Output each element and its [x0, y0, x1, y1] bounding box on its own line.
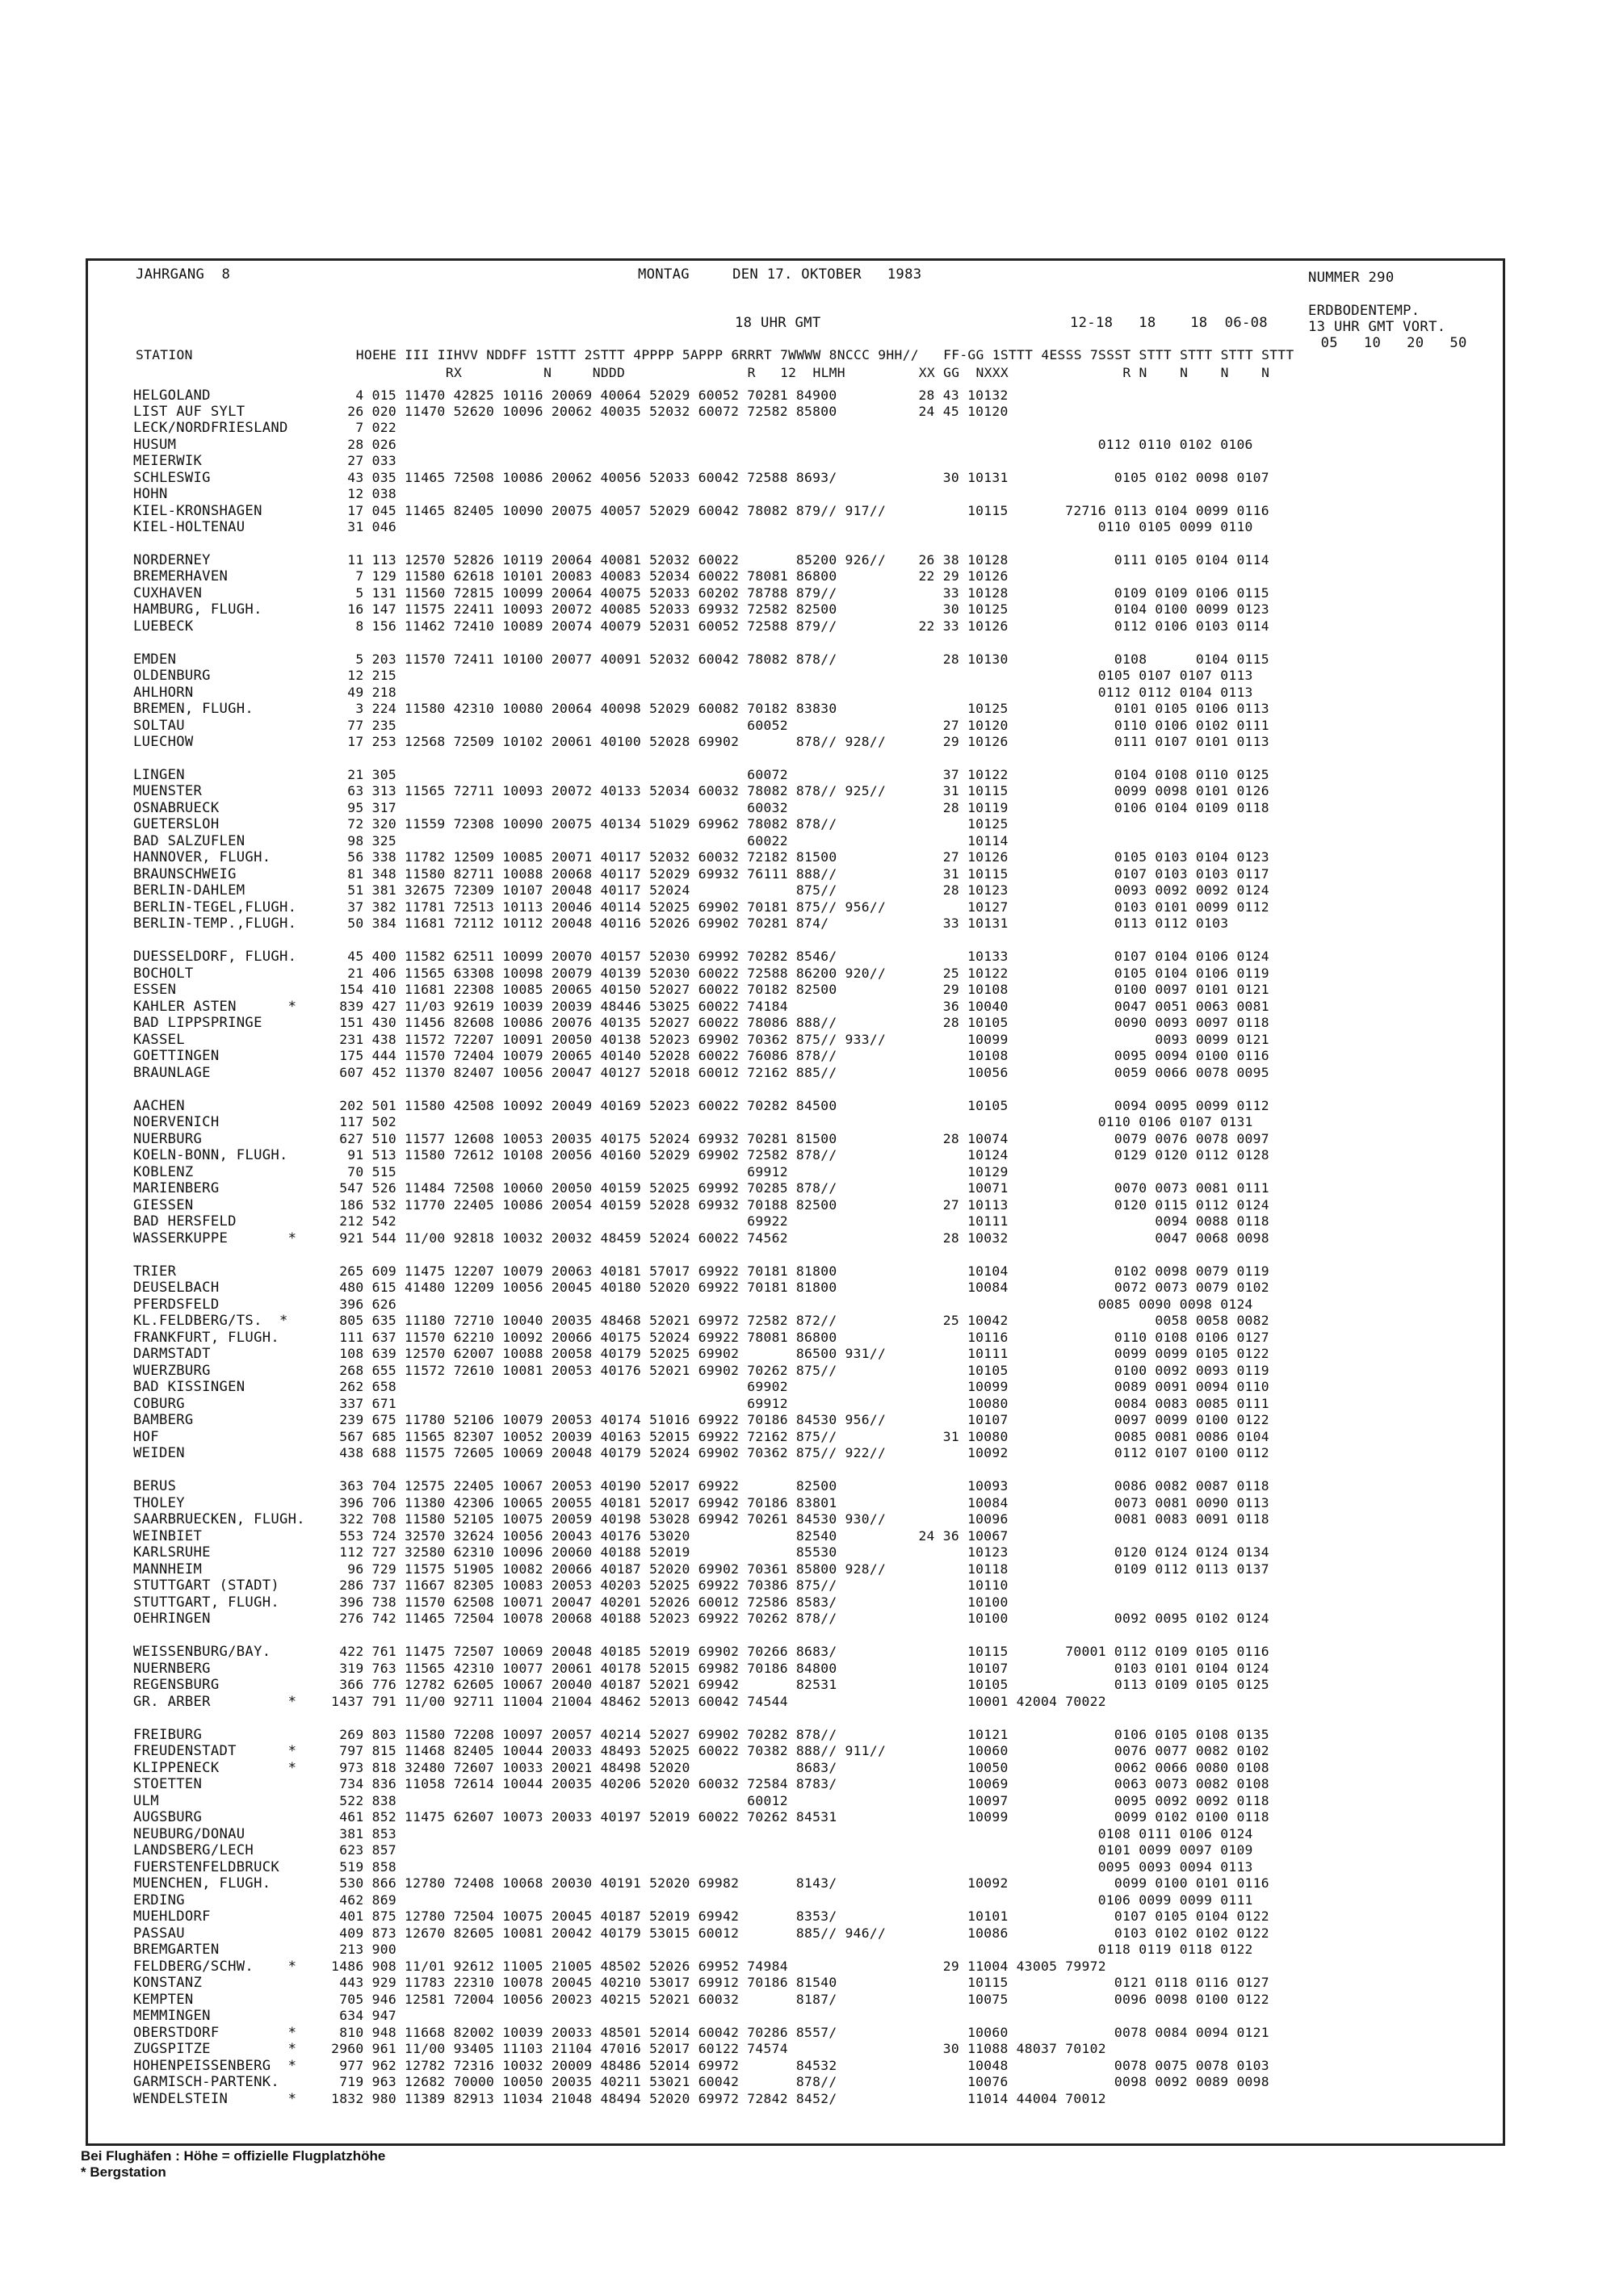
station-name: KEMPTEN	[133, 1992, 194, 2008]
station-name: BRAUNSCHWEIG	[133, 866, 237, 882]
station-name: BERLIN-TEGEL,FLUGH.	[133, 899, 297, 915]
station-name: FRANKFURT, FLUGH.	[133, 1330, 280, 1346]
station-name: COBURG	[133, 1396, 185, 1412]
station-name: BAD SALZUFLEN	[133, 833, 245, 849]
station-name: FELDBERG/SCHW. *	[133, 1959, 297, 1975]
station-values: 70 515 69912 10129	[323, 1164, 1009, 1179]
footnote-airports: Bei Flughäfen : Höhe = offizielle Flugplatzhöhe	[81, 2148, 386, 2164]
station-values: 461 852 11475 62607 10073 20033 40197 52019 60022 70262 84531 10099 0099 0102 0100 0118	[323, 1809, 1269, 1825]
station-values: 1437 791 11/00 92711 11004 21004 48462 52013 60042 74544 10001 42004 70022	[323, 1694, 1106, 1709]
station-values: 269 803 11580 72208 10097 20057 40214 52027 69902 70282 878// 10121 0106 0105 0108 0135	[323, 1727, 1269, 1742]
station-name: BREMEN, FLUGH.	[133, 701, 254, 717]
station-name: KASSEL	[133, 1032, 185, 1048]
station-name: WENDELSTEIN *	[133, 2091, 297, 2107]
station-values: 8 156 11462 72410 10089 20074 40079 52031 60052 72588 879// 22 33 10126 0112 0106 0103 0114	[323, 618, 1269, 634]
station-name: MEIERWIK	[133, 453, 203, 469]
station-name: FREUDENSTADT *	[133, 1743, 297, 1759]
station-values: 443 929 11783 22310 10078 20045 40210 53017 69912 70186 81540 10115 0121 0118 0116 0127	[323, 1975, 1269, 1990]
station-values: 81 348 11580 82711 10088 20068 40117 52029 69932 76111 888// 31 10115 0107 0103 0103 0117	[323, 866, 1269, 882]
station-name: LECK/NORDFRIESLAND	[133, 420, 288, 436]
station-name: DUESSELDORF, FLUGH.	[133, 949, 297, 965]
station-name: ERDING	[133, 1892, 185, 1908]
station-name: MARIENBERG	[133, 1180, 220, 1196]
station-name: HAMBURG, FLUGH.	[133, 601, 262, 618]
station-values: 17 045 11465 82405 10090 20075 40057 52029 60042 78082 879// 917// 10115 72716 0113 0104 0099 0116	[323, 503, 1269, 518]
station-name: BOCHOLT	[133, 966, 194, 982]
station-values: 56 338 11782 12509 10085 20071 40117 52032 60032 72182 81500 27 10126 0105 0103 0104 0123	[323, 849, 1269, 865]
station-name: SCHLESWIG	[133, 470, 211, 486]
footnote-mountain: * Bergstation	[81, 2164, 166, 2180]
station-values: 3 224 11580 42310 10080 20064 40098 52029 60082 70182 83830 10125 0101 0105 0106 0113	[323, 701, 1269, 716]
station-name: SAARBRUECKEN, FLUGH.	[133, 1511, 305, 1527]
station-values: 50 384 11681 72112 10112 20048 40116 52026 69902 70281 874/ 33 10131 0113 0112 0103	[323, 915, 1229, 931]
station-values: 7 022	[323, 420, 396, 435]
station-name: FREIBURG	[133, 1727, 203, 1743]
station-name: WUERZBURG	[133, 1363, 211, 1379]
station-values: 21 305 60072 37 10122 0104 0108 0110 0125	[323, 767, 1269, 782]
station-name: BAD LIPPSPRINGE	[133, 1015, 262, 1031]
station-values: 530 866 12780 72408 10068 20030 40191 52020 69982 8143/ 10092 0099 0100 0101 0116	[323, 1875, 1269, 1891]
station-name: HOHN	[133, 486, 168, 502]
station-name: NUERNBERG	[133, 1661, 211, 1677]
station-name: ULM	[133, 1793, 159, 1809]
station-name: LANDSBERG/LECH	[133, 1842, 254, 1858]
station-values: 363 704 12575 22405 10067 20053 40190 52017 69922 82500 10093 0086 0082 0087 0118	[323, 1478, 1269, 1494]
station-name: MEMMINGEN	[133, 2008, 211, 2024]
issue-number: NUMMER 290	[1308, 270, 1395, 286]
station-name: HANNOVER, FLUGH.	[133, 849, 271, 865]
station-name: REGENSBURG	[133, 1677, 220, 1693]
station-values: 396 738 11570 62508 10071 20047 40201 52026 60012 72586 8583/ 10100	[323, 1594, 1009, 1610]
station-values: 98 325 60022 10114	[323, 833, 1009, 848]
uhr13-heading: 13 UHR GMT VORT.	[1308, 319, 1446, 335]
station-values: 337 671 69912 10080 0084 0083 0085 0111	[323, 1396, 1269, 1411]
station-values: 112 727 32580 62310 10096 20060 40188 52019 85530 10123 0120 0124 0124 0134	[323, 1544, 1269, 1560]
station-name: MUENCHEN, FLUGH.	[133, 1875, 271, 1892]
station-values: 480 615 41480 12209 10056 20045 40180 52020 69922 70181 81800 10084 0072 0073 0079 0102	[323, 1280, 1269, 1295]
station-name: GOETTINGEN	[133, 1048, 220, 1064]
station-values: 810 948 11668 82002 10039 20033 48501 52014 60042 70286 8557/ 10060 0078 0084 0094 0121	[323, 2025, 1269, 2040]
erdboden-heading: ERDBODENTEMP.	[1308, 303, 1420, 319]
station-name: KAHLER ASTEN *	[133, 999, 297, 1015]
station-name: LUEBECK	[133, 618, 194, 635]
station-values: 175 444 11570 72404 10079 20065 40140 52028 60022 76086 878// 10108 0095 0094 0100 0116	[323, 1048, 1269, 1063]
column-headers-1: STATION HOEHE III IIHVV NDDFF 1STTT 2STTT 4PPPP 5APPP 6RRRT 7WWWW 8NCCC 9HH// FF-GG 1STTT 4ESSS 7SSST STTT STTT STTT STTT	[136, 347, 1294, 362]
station-values: 797 815 11468 82405 10044 20033 48493 52025 60022 70382 888// 911// 10060 0076 0077 0082 0102	[323, 1743, 1269, 1758]
station-name: EMDEN	[133, 652, 177, 668]
station-name: PASSAU	[133, 1925, 185, 1942]
station-values: 96 729 11575 51905 10082 20066 40187 52020 69902 70361 85800 928// 10118 0109 0112 0113 0137	[323, 1561, 1269, 1577]
station-name: MUENSTER	[133, 783, 203, 799]
station-values: 117 502 0110 0106 0107 0131	[323, 1114, 1253, 1129]
station-name: BAMBERG	[133, 1412, 194, 1428]
station-name: DARMSTADT	[133, 1346, 211, 1362]
station-name: KIEL-HOLTENAU	[133, 519, 245, 535]
column-headers-2: RX N NDDD R 12 HLMH XX GG NXXX R N N N N	[136, 365, 1270, 380]
station-values: 72 320 11559 72308 10090 20075 40134 51029 69962 78082 878// 10125	[323, 816, 1009, 832]
station-values: 381 853 0108 0111 0106 0124	[323, 1826, 1253, 1841]
station-values: 607 452 11370 82407 10056 20047 40127 52018 60012 72162 885// 10056 0059 0066 0078 0095	[323, 1065, 1269, 1080]
station-name: KARLSRUHE	[133, 1544, 211, 1561]
station-values: 239 675 11780 52106 10079 20053 40174 51016 69922 70186 84530 956// 10107 0097 0099 0100 0122	[323, 1412, 1269, 1427]
station-values: 396 706 11380 42306 10065 20055 40181 52017 69942 70186 83801 10084 0073 0081 0090 0113	[323, 1495, 1269, 1510]
station-name: STOETTEN	[133, 1776, 203, 1792]
station-name: GUETERSLOH	[133, 816, 220, 832]
station-values: 7 129 11580 62618 10101 20083 40083 52034 60022 78081 86800 22 29 10126	[323, 568, 1009, 584]
station-name: WASSERKUPPE *	[133, 1230, 297, 1246]
station-values: 438 688 11575 72605 10069 20048 40179 52024 69902 70362 875// 922// 10092 0112 0107 0100 0112	[323, 1445, 1269, 1460]
station-values: 977 962 12782 72316 10032 20009 48486 52014 69972 84532 10048 0078 0075 0078 0103	[323, 2058, 1269, 2073]
station-values: 91 513 11580 72612 10108 20056 40160 52029 69902 72582 878// 10124 0129 0120 0112 0128	[323, 1147, 1269, 1163]
station-name: OEHRINGEN	[133, 1611, 211, 1627]
station-name: OSNABRUECK	[133, 800, 220, 816]
station-name: KOELN-BONN, FLUGH.	[133, 1147, 288, 1163]
station-values: 366 776 12782 62605 10067 20040 40187 52021 69942 82531 10105 0113 0109 0105 0125	[323, 1677, 1269, 1692]
station-name: OBERSTDORF *	[133, 2025, 297, 2041]
station-values: 276 742 11465 72504 10078 20068 40188 52023 69922 70262 878// 10100 0092 0095 0102 0124	[323, 1611, 1269, 1626]
station-values: 5 131 11560 72815 10099 20064 40075 52033 60202 78788 879// 33 10128 0109 0109 0106 0115	[323, 585, 1269, 601]
station-values: 77 235 60052 27 10120 0110 0106 0102 0111	[323, 718, 1269, 733]
station-values: 734 836 11058 72614 10044 20035 40206 52020 60032 72584 8783/ 10069 0063 0073 0082 0108	[323, 1776, 1269, 1791]
station-name: THOLEY	[133, 1495, 185, 1511]
station-name: NOERVENICH	[133, 1114, 220, 1130]
station-name: BAD HERSFELD	[133, 1213, 237, 1230]
station-values: 519 858 0095 0093 0094 0113	[323, 1859, 1253, 1875]
station-values: 634 947	[323, 2008, 396, 2023]
station-values: 45 400 11582 62511 10099 20070 40157 52030 69992 70282 8546/ 10133 0107 0104 0106 0124	[323, 949, 1269, 964]
station-name: NORDERNEY	[133, 552, 211, 568]
station-name: GIESSEN	[133, 1197, 194, 1213]
station-values: 16 147 11575 22411 10093 20072 40085 52033 69932 72582 82500 30 10125 0104 0100 0099 0123	[323, 601, 1269, 617]
station-name: OLDENBURG	[133, 668, 211, 684]
station-name: AACHEN	[133, 1098, 185, 1114]
station-values: 154 410 11681 22308 10085 20065 40150 52027 60022 70182 82500 29 10108 0100 0097 0101 0121	[323, 982, 1269, 997]
station-name: HELGOLAND	[133, 388, 211, 404]
station-values: 12 038	[323, 486, 396, 501]
station-name: HUSUM	[133, 437, 177, 453]
station-name: WEIDEN	[133, 1445, 185, 1461]
station-values: 627 510 11577 12608 10053 20035 40175 52024 69932 70281 81500 28 10074 0079 0076 0078 0097	[323, 1131, 1269, 1146]
station-name: AHLHORN	[133, 685, 194, 701]
station-values: 322 708 11580 52105 10075 20059 40198 53028 69942 70261 84530 930// 10096 0081 0083 0091 0118	[323, 1511, 1269, 1527]
station-values: 11 113 12570 52826 10119 20064 40081 52032 60022 85200 926// 26 38 10128 0111 0105 0104 0114	[323, 552, 1269, 568]
station-name: FUERSTENFELDBRUCK	[133, 1859, 280, 1875]
station-values: 396 626 0085 0090 0098 0124	[323, 1297, 1253, 1312]
station-name: BREMERHAVEN	[133, 568, 229, 584]
station-values: 37 382 11781 72513 10113 20046 40114 52025 69902 70181 875// 956// 10127 0103 0101 0099 0112	[323, 899, 1269, 915]
station-values: 286 737 11667 82305 10083 20053 40203 52025 69922 70386 875// 10110	[323, 1577, 1009, 1593]
station-values: 567 685 11565 82307 10052 20039 40163 52015 69922 72162 875// 31 10080 0085 0081 0086 0104	[323, 1429, 1269, 1444]
station-values: 401 875 12780 72504 10075 20045 40187 52019 69942 8353/ 10101 0107 0105 0104 0122	[323, 1908, 1269, 1924]
station-name: BRAUNLAGE	[133, 1065, 211, 1081]
station-values: 553 724 32570 32624 10056 20043 40176 53020 82540 24 36 10067	[323, 1528, 1009, 1544]
station-values: 522 838 60012 10097 0095 0092 0092 0118	[323, 1793, 1269, 1808]
station-name: GARMISCH-PARTENK.	[133, 2074, 280, 2090]
station-name: NUERBURG	[133, 1131, 203, 1147]
station-name: KLIPPENECK *	[133, 1760, 297, 1776]
issue-date: MONTAG DEN 17. OKTOBER 1983	[638, 266, 922, 283]
station-values: 27 033	[323, 453, 396, 468]
station-values: 151 430 11456 82608 10086 20076 40135 52027 60022 78086 888// 28 10105 0090 0093 0097 0118	[323, 1015, 1269, 1030]
station-name: HOF	[133, 1429, 159, 1445]
station-name: LINGEN	[133, 767, 185, 783]
station-name: KONSTANZ	[133, 1975, 203, 1991]
station-values: 462 869 0106 0099 0099 0111	[323, 1892, 1253, 1908]
station-values: 95 317 60032 28 10119 0106 0104 0109 0118	[323, 800, 1269, 815]
station-values: 17 253 12568 72509 10102 20061 40100 52028 69902 878// 928// 29 10126 0111 0107 0101 0113	[323, 734, 1269, 749]
station-values: 186 532 11770 22405 10086 20054 40159 52028 69932 70188 82500 27 10113 0120 0115 0112 0124	[323, 1197, 1269, 1213]
station-name: MANNHEIM	[133, 1561, 203, 1577]
station-values: 973 818 32480 72607 10033 20021 48498 52020 8683/ 10050 0062 0066 0080 0108	[323, 1760, 1269, 1775]
station-values: 262 658 69902 10099 0089 0091 0094 0110	[323, 1379, 1269, 1394]
station-values: 1486 908 11/01 92612 11005 21005 48502 52026 69952 74984 29 11004 43005 79972	[323, 1959, 1106, 1974]
depth-heading: 05 10 20 50	[1312, 335, 1467, 351]
station-name: BERLIN-DAHLEM	[133, 882, 245, 899]
station-values: 719 963 12682 70000 10050 20035 40211 53021 60042 878// 10076 0098 0092 0089 0098	[323, 2074, 1269, 2089]
station-name: KIEL-KRONSHAGEN	[133, 503, 262, 519]
station-values: 26 020 11470 52620 10096 20062 40035 52032 60072 72582 85800 24 45 10120	[323, 404, 1009, 419]
station-name: SOLTAU	[133, 718, 185, 734]
station-values: 623 857 0101 0099 0097 0109	[323, 1842, 1253, 1858]
station-name: STUTTGART, FLUGH.	[133, 1594, 280, 1611]
station-values: 43 035 11465 72508 10086 20062 40056 52033 60042 72588 8693/ 30 10131 0105 0102 0098 0107	[323, 470, 1269, 485]
station-values: 51 381 32675 72309 10107 20048 40117 52024 875// 28 10123 0093 0092 0092 0124	[323, 882, 1269, 898]
station-values: 268 655 11572 72610 10081 20053 40176 52021 69902 70262 875// 10105 0100 0092 0093 0119	[323, 1363, 1269, 1378]
station-name: ZUGSPITZE *	[133, 2041, 297, 2057]
station-values: 705 946 12581 72004 10056 20023 40215 52021 60032 8187/ 10075 0096 0098 0100 0122	[323, 1992, 1269, 2007]
station-name: ESSEN	[133, 982, 177, 998]
station-values: 2960 961 11/00 93405 11103 21104 47016 52017 60122 74574 30 11088 48037 70102	[323, 2041, 1106, 2056]
station-values: 422 761 11475 72507 10069 20048 40185 52019 69902 70266 8683/ 10115 70001 0112 0109 0105 0116	[323, 1644, 1269, 1659]
station-name: NEUBURG/DONAU	[133, 1826, 245, 1842]
station-values: 111 637 11570 62210 10092 20066 40175 52024 69922 78081 86800 10116 0110 0108 0106 0127	[323, 1330, 1269, 1345]
station-values: 49 218 0112 0112 0104 0113	[323, 685, 1253, 700]
station-name: MUEHLDORF	[133, 1908, 211, 1925]
station-name: LUECHOW	[133, 734, 194, 750]
station-name: STUTTGART (STADT)	[133, 1577, 280, 1594]
station-values: 5 203 11570 72411 10100 20077 40091 52032 60042 78082 878// 28 10130 0108 0104 0115	[323, 652, 1269, 667]
station-name: WEINBIET	[133, 1528, 203, 1544]
station-values: 21 406 11565 63308 10098 20079 40139 52030 60022 72588 86200 920// 25 10122 0105 0104 0106 0119	[323, 966, 1269, 981]
station-values: 202 501 11580 42508 10092 20049 40169 52023 60022 70282 84500 10105 0094 0095 0099 0112	[323, 1098, 1269, 1113]
station-values: 839 427 11/03 92619 10039 20039 48446 53025 60022 74184 36 10040 0047 0051 0063 0081	[323, 999, 1269, 1014]
station-values: 12 215 0105 0107 0107 0113	[323, 668, 1253, 683]
station-values: 265 609 11475 12207 10079 20063 40181 57017 69922 70181 81800 10104 0102 0098 0079 0119	[323, 1263, 1269, 1279]
station-name: TRIER	[133, 1263, 177, 1280]
times-heading: 12-18 18 18 06-08	[1070, 315, 1268, 331]
station-name: BREMGARTEN	[133, 1942, 220, 1958]
station-values: 805 635 11180 72710 10040 20035 48468 52021 69972 72582 872// 25 10042 0058 0058 0082	[323, 1313, 1269, 1328]
station-values: 28 026 0112 0110 0102 0106	[323, 437, 1253, 452]
station-name: BERUS	[133, 1478, 177, 1494]
station-values: 4 015 11470 42825 10116 20069 40064 52029 60052 70281 84900 28 43 10132	[323, 388, 1009, 403]
station-name: WEISSENBURG/BAY.	[133, 1644, 271, 1660]
station-values: 319 763 11565 42310 10077 20061 40178 52015 69982 70186 84800 10107 0103 0101 0104 0124	[323, 1661, 1269, 1676]
station-name: GR. ARBER *	[133, 1694, 297, 1710]
station-values: 213 900 0118 0119 0118 0122	[323, 1942, 1253, 1957]
station-values: 63 313 11565 72711 10093 20072 40133 52034 60032 78082 878// 925// 31 10115 0099 0098 0101 0126	[323, 783, 1269, 798]
gmt18-heading: 18 UHR GMT	[735, 315, 821, 331]
station-name: CUXHAVEN	[133, 585, 203, 601]
station-values: 547 526 11484 72508 10060 20050 40159 52025 69992 70285 878// 10071 0070 0073 0081 0111	[323, 1180, 1269, 1196]
station-values: 921 544 11/00 92818 10032 20032 48459 52024 60022 74562 28 10032 0047 0068 0098	[323, 1230, 1269, 1246]
station-name: BAD KISSINGEN	[133, 1379, 245, 1395]
station-name: KOBLENZ	[133, 1164, 194, 1180]
jahrgang: JAHRGANG 8	[136, 266, 231, 283]
station-values: 31 046 0110 0105 0099 0110	[323, 519, 1253, 534]
station-name: AUGSBURG	[133, 1809, 203, 1825]
station-name: KL.FELDBERG/TS. *	[133, 1313, 288, 1329]
station-name: DEUSELBACH	[133, 1280, 220, 1296]
station-values: 1832 980 11389 82913 11034 21048 48494 52020 69972 72842 8452/ 11014 44004 70012	[323, 2091, 1106, 2106]
station-values: 108 639 12570 62007 10088 20058 40179 52025 69902 86500 931// 10111 0099 0099 0105 0122	[323, 1346, 1269, 1361]
station-name: PFERDSFELD	[133, 1297, 220, 1313]
station-values: 409 873 12670 82605 10081 20042 40179 53015 60012 885// 946// 10086 0103 0102 0102 0122	[323, 1925, 1269, 1941]
station-values: 231 438 11572 72207 10091 20050 40138 52023 69902 70362 875// 933// 10099 0093 0099 0121	[323, 1032, 1269, 1047]
station-name: LIST AUF SYLT	[133, 404, 245, 420]
station-name: BERLIN-TEMP.,FLUGH.	[133, 915, 297, 932]
station-name: HOHENPEISSENBERG *	[133, 2058, 297, 2074]
station-values: 212 542 69922 10111 0094 0088 0118	[323, 1213, 1269, 1229]
